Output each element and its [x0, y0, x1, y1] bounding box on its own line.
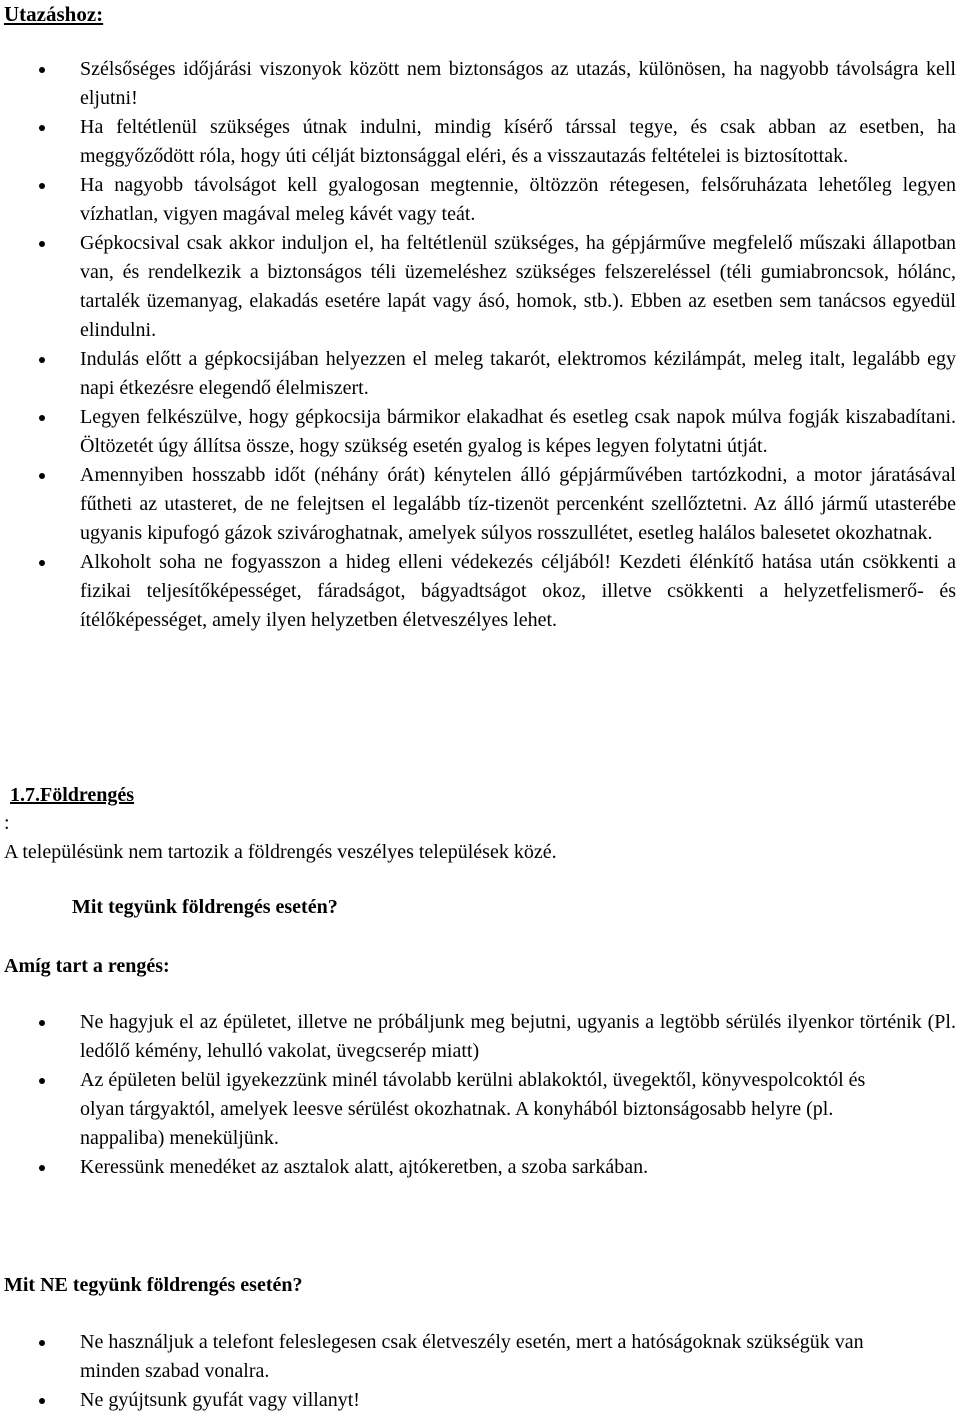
section-colon: : — [4, 812, 10, 834]
dont-list — [0, 1328, 960, 1415]
dont-heading: Mit NE tegyünk földrengés esetén? — [4, 1274, 303, 1296]
bullet-icon — [39, 241, 45, 247]
during-heading: Amíg tart a rengés: — [4, 955, 170, 977]
during-list — [0, 1008, 960, 1182]
list-item — [0, 345, 960, 403]
list-item-text: Az épületen belül igyekezzünk minél távolabb kerülni ablakoktól, üvegektől, könyvespolcoktól és olyan tárgyaktól, amelyek leesve sérülést okozhatnak. A konyhából biztonságosabb helyre (pl. nappaliba) meneküljünk. — [80, 1069, 866, 1149]
earthquake-intro: A településünk nem tartozik a földrengés veszélyes települések közé. — [4, 841, 557, 863]
bullet-icon — [39, 67, 45, 73]
list-item-text: Alkoholt soha ne fogyasszon a hideg elleni védekezés céljából! Kezdeti élénkítő hatása után csökkenti a fizikai teljesítőképességet, fáradságot, bágyadtságot okoz, illetve csökkenti a helyzetfelismerő- és ítélőképességet, amely ilyen helyzetben életveszélyes lehet. — [80, 551, 956, 631]
list-item — [0, 403, 960, 461]
list-item — [0, 1386, 960, 1415]
travel-heading: Utazáshoz: — [4, 2, 104, 26]
list-item-text: Ha nagyobb távolságot kell gyalogosan megtennie, öltözzön rétegesen, felsőruházata lehetőleg legyen vízhatlan, vigyen magával meleg kávét vagy teát. — [80, 174, 956, 225]
bullet-icon — [39, 1165, 45, 1171]
list-item-text: Ne használjuk a telefont feleslegesen csak életveszély esetén, mert a hatóságoknak szükségük van minden szabad vonalra. — [80, 1331, 864, 1382]
list-item — [0, 171, 960, 229]
bullet-icon — [39, 473, 45, 479]
bullet-icon — [39, 1398, 45, 1404]
bullet-icon — [39, 560, 45, 566]
list-item-text: Ha feltétlenül szükséges útnak indulni, mindig kísérő társsal tegye, és csak abban az esetben, ha meggyőződött róla, hogy úti célját biztonsággal eléri, és a visszautazás feltételei is biztosítottak. — [80, 116, 956, 167]
list-item — [0, 229, 960, 345]
list-item — [0, 548, 960, 635]
list-item — [0, 1153, 960, 1182]
bullet-icon — [39, 1020, 45, 1026]
bullet-icon — [39, 183, 45, 189]
section-title: 1.7.Földrengés — [10, 784, 135, 806]
bullet-icon — [39, 1078, 45, 1084]
list-item-text: Ne gyújtsunk gyufát vagy villanyt! — [80, 1389, 360, 1411]
bullet-icon — [39, 125, 45, 131]
list-item — [0, 1008, 960, 1066]
bullet-icon — [39, 415, 45, 421]
list-item — [0, 113, 960, 171]
list-item-text: Gépkocsival csak akkor induljon el, ha feltétlenül szükséges, ha gépjárműve megfelelő műszaki állapotban van, és rendelkezik a biztonságos téli üzemeléshez szükséges felszereléssel (téli gumiabroncsok, hólánc, tartalék üzemanyag, elakadás esetére lapát vagy ásó, homok, stb.). Ebben az esetben sem tanácsos egyedül elindulni. — [80, 232, 956, 341]
list-item — [0, 1328, 960, 1386]
list-item-text: Legyen felkészülve, hogy gépkocsija bármikor elakadhat és esetleg csak napok múlva fogják kiszabadítani. Öltözetét úgy állítsa össze, hogy szükség esetén gyalog is képes legyen folytatni útját. — [80, 406, 956, 457]
list-item-text: Keressünk menedéket az asztalok alatt, ajtókeretben, a szoba sarkában. — [80, 1156, 649, 1178]
list-item — [0, 461, 960, 548]
list-item-text: Amennyiben hosszabb időt (néhány órát) kénytelen álló gépjárművében tartózkodni, a motor járatásával fűtheti az utasteret, de ne felejtsen el legalább tíz-tizenöt percenként szellőztetni. Az álló jármű utasterébe ugyanis kipufogó gázok szivároghatnak, amelyek súlyos rosszullétet, esetleg halálos balesetet okozhatnak. — [80, 464, 956, 544]
bullet-icon — [39, 1340, 45, 1346]
list-item — [0, 55, 960, 113]
list-item-text: Ne hagyjuk el az épületet, illetve ne próbáljunk meg bejutni, ugyanis a legtöbb sérülés ilyenkor történik (Pl. ledőlő kémény, lehulló vakolat, üvegcserép miatt) — [80, 1011, 956, 1062]
list-item — [0, 1066, 960, 1153]
bullet-icon — [39, 357, 45, 363]
list-item-text: Indulás előtt a gépkocsijában helyezzen el meleg takarót, elektromos kézilámpát, meleg italt, legalább egy napi étkezésre elegendő élelmiszert. — [80, 348, 956, 399]
earthquake-question: Mit tegyünk földrengés esetén? — [72, 896, 338, 918]
list-item-text: Szélsőséges időjárási viszonyok között nem biztonságos az utazás, különösen, ha nagyobb távolságra kell eljutni! — [80, 58, 956, 109]
travel-list — [0, 55, 960, 635]
